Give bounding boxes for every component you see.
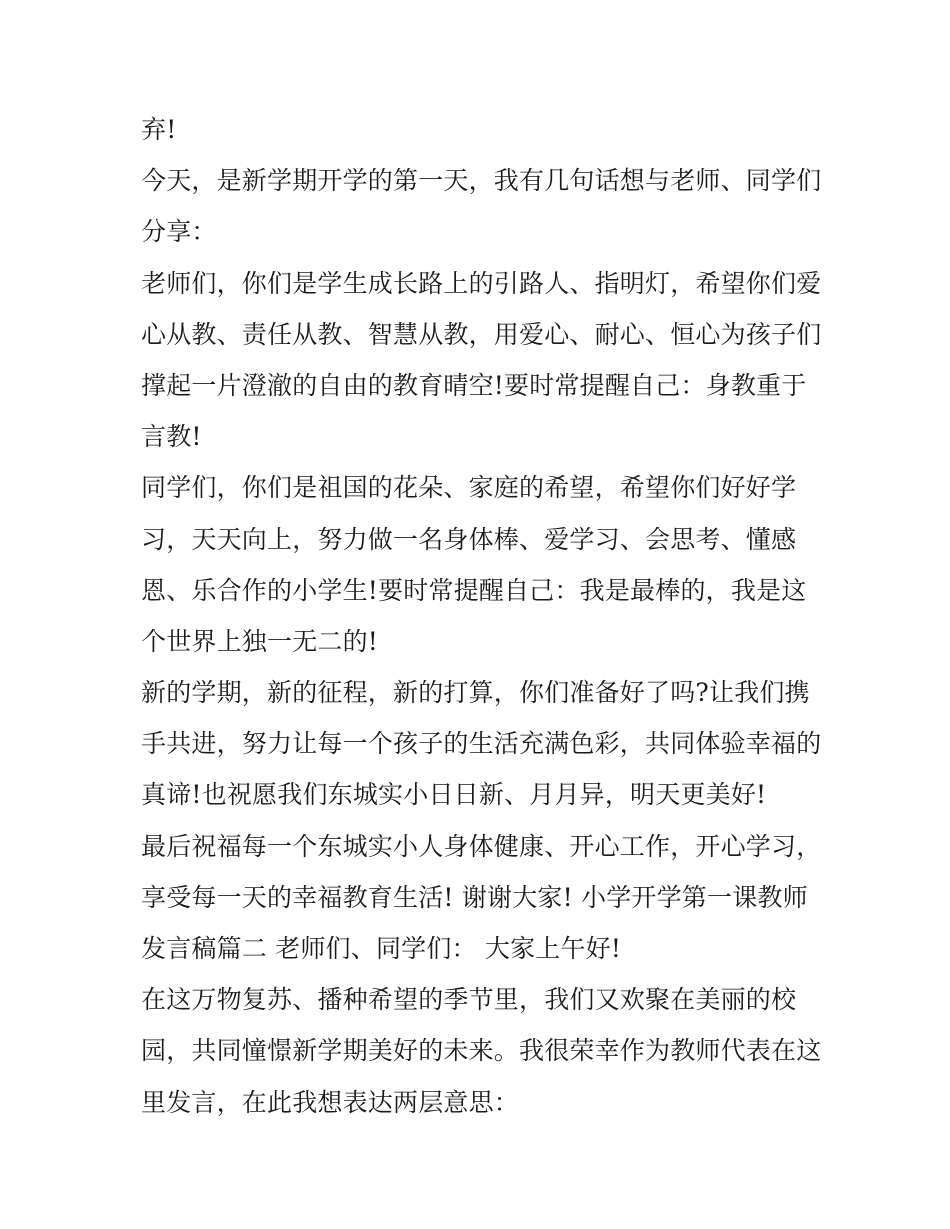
text-line: 新的学期，新的征程，新的打算，你们准备好了吗?让我们携 [141, 678, 810, 708]
text-line: 手共进，努力让每一个孩子的生活充满色彩，共同体验幸福的 [141, 729, 822, 759]
text-line: 今天，是新学期开学的第一天，我有几句话想与老师、同学们 [141, 166, 822, 196]
document-body [141, 104, 831, 1128]
text-line: 恩、乐合作的小学生!要时常提醒自己：我是最棒的，我是这 [141, 575, 807, 605]
text-line: 发言稿篇二 老师们、同学们： 大家上午好! [141, 934, 622, 963]
text-line: 真谛!也祝愿我们东城实小日日新、月月异，明天更美好! [141, 780, 767, 810]
text-line: 在这万物复苏、播种希望的季节里，我们又欢聚在美丽的校 [141, 985, 797, 1015]
text-line: 习，天天向上，努力做一名身体棒、爱学习、会思考、懂感 [141, 524, 797, 554]
text-line: 里发言，在此我想表达两层意思： [141, 1087, 520, 1117]
text-line: 最后祝福每一个东城实小人身体健康、开心工作，开心学习， [141, 831, 822, 861]
text-line: 心从教、责任从教、智慧从教，用爱心、耐心、恒心为孩子们 [141, 319, 822, 349]
text-line: 老师们，你们是学生成长路上的引路人、指明灯，希望你们爱 [141, 268, 822, 298]
text-line: 弃! [141, 115, 177, 144]
text-line: 享受每一天的幸福教育生活! 谢谢大家! 小学开学第一课教师 [141, 882, 808, 912]
text-line: 个世界上独一无二的! [141, 626, 379, 656]
text-line: 分享： [141, 217, 217, 247]
text-line: 园，共同憧憬新学期美好的未来。我很荣幸作为教师代表在这 [141, 1036, 822, 1066]
text-line: 言教! [141, 422, 202, 452]
text-line: 同学们，你们是祖国的花朵、家庭的希望，希望你们好好学 [141, 473, 797, 503]
text-line: 撑起一片澄澈的自由的教育晴空!要时常提醒自己：身教重于 [141, 370, 807, 400]
